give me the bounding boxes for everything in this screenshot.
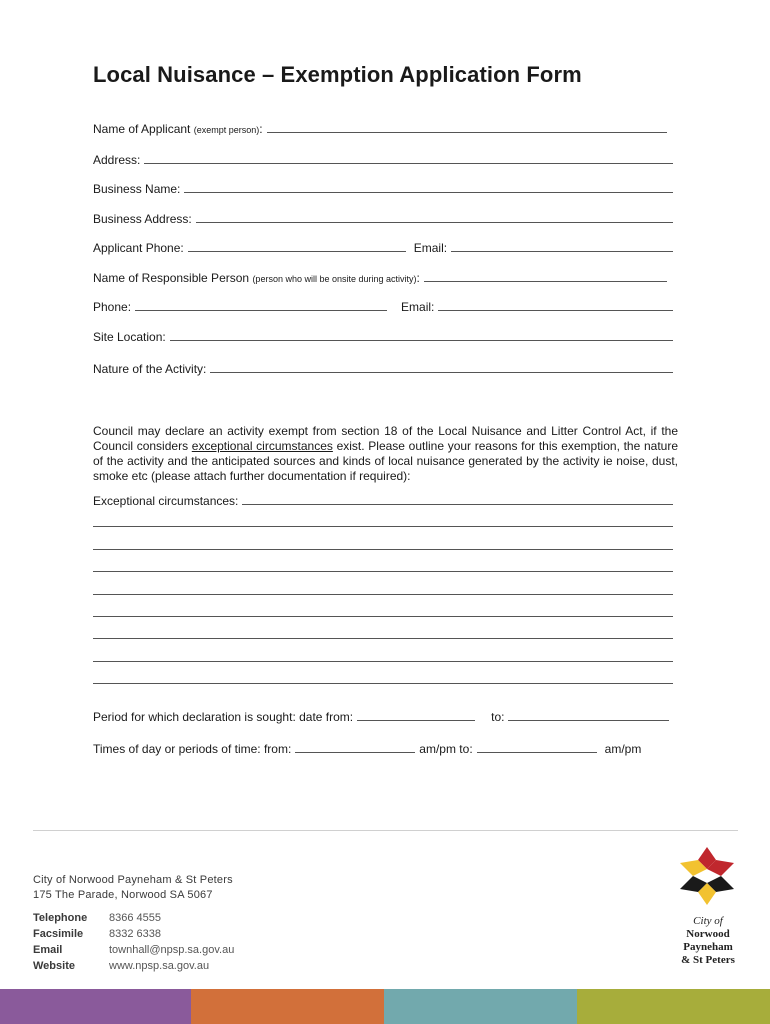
exceptional-line[interactable] — [93, 616, 673, 617]
business-address-field[interactable] — [93, 208, 673, 226]
contact-key: Email — [33, 944, 63, 956]
stripe-teal — [384, 989, 577, 1024]
exceptional-line[interactable] — [93, 661, 673, 662]
contact-key: Telephone — [33, 912, 88, 924]
stripe-orange — [191, 989, 384, 1024]
nature-line[interactable] — [210, 372, 673, 373]
period-to-label: to: — [491, 710, 505, 724]
exceptional-label: Exceptional circumstances: — [93, 494, 239, 508]
responsible-person-field[interactable] — [93, 267, 673, 285]
footer-organisation — [33, 874, 233, 901]
instructions-part2: exist. Please outline your reasons for this exemption, the nature of the activity and the anticipated sources and kinds of local nuisance generated by the activity ie noise, dust, smoke etc (please attach further documentation if required): — [93, 439, 679, 483]
council-star-logo-icon — [676, 845, 738, 907]
contact-facsimile — [33, 926, 234, 942]
exceptional-line[interactable] — [93, 526, 673, 527]
period-label: Period for which declaration is sought: date from: — [93, 710, 354, 724]
exceptional-line[interactable] — [93, 571, 673, 572]
phone-label: Phone: — [93, 300, 132, 314]
applicant-email-line[interactable] — [451, 251, 673, 252]
address-field[interactable] — [93, 149, 673, 167]
times-ampm-to-label: am/pm to: — [419, 742, 473, 756]
stripe-purple — [0, 989, 191, 1024]
stripe-olive — [577, 989, 770, 1024]
instructions-part1: Council may declare an activity exempt from section 18 of the Local Nuisance and Litter Control Act, if the Council considers — [93, 424, 678, 453]
period-row — [93, 706, 673, 724]
exceptional-line[interactable] — [93, 594, 673, 595]
form-title: Local Nuisance – Exemption Application Form — [93, 62, 582, 87]
address-label: Address: — [93, 153, 141, 167]
contact-email-link[interactable]: townhall@npsp.sa.gov.au — [109, 944, 235, 956]
contact-website — [33, 958, 234, 974]
footer-colour-band — [0, 989, 770, 1024]
contact-key: Facsimile — [33, 928, 84, 940]
contact-value: 8366 4555 — [109, 912, 161, 924]
contact-key: Website — [33, 960, 75, 972]
nature-label: Nature of the Activity: — [93, 362, 207, 376]
period-date-to-line[interactable] — [508, 720, 669, 721]
responsible-person-line[interactable] — [424, 281, 667, 282]
logo-line: Payneham — [683, 941, 733, 953]
exceptional-line[interactable] — [93, 638, 673, 639]
instructions-underlined: exceptional circumstances — [191, 439, 333, 453]
contact-telephone — [33, 910, 234, 926]
times-to-line[interactable] — [477, 752, 597, 753]
org-address: 175 The Parade, Norwood SA 5067 — [33, 889, 213, 901]
business-name-field[interactable] — [93, 178, 673, 196]
responsible-note: (person who will be onsite during activity) — [252, 274, 417, 284]
address-line[interactable] — [144, 163, 673, 164]
times-label: Times of day or periods of time: from: — [93, 742, 292, 756]
site-location-line[interactable] — [170, 340, 673, 341]
exceptional-line[interactable] — [93, 549, 673, 550]
nature-of-activity-field[interactable] — [93, 358, 673, 376]
business-name-line[interactable] — [184, 192, 673, 193]
exceptional-circumstances-field[interactable] — [93, 490, 673, 508]
business-address-label: Business Address: — [93, 212, 192, 226]
exemption-instructions — [93, 424, 678, 484]
applicant-name-field[interactable] — [93, 118, 673, 136]
applicant-name-line[interactable] — [267, 132, 667, 133]
responsible-email-label: Email: — [401, 300, 435, 314]
logo-wordmark — [668, 915, 748, 967]
business-name-label: Business Name: — [93, 182, 181, 196]
applicant-colon: : — [259, 122, 263, 136]
site-location-field[interactable] — [93, 326, 673, 344]
times-from-line[interactable] — [295, 752, 415, 753]
contact-value: 8332 6338 — [109, 928, 161, 940]
times-ampm-label: am/pm — [604, 742, 642, 756]
period-date-from-line[interactable] — [357, 720, 475, 721]
responsible-label: Name of Responsible Person — [93, 271, 250, 285]
logo-line: City of — [693, 915, 723, 927]
applicant-email-label: Email: — [413, 241, 448, 255]
responsible-colon: : — [416, 271, 420, 285]
applicant-phone-row — [93, 237, 673, 255]
phone-line[interactable] — [135, 310, 387, 311]
business-address-line[interactable] — [196, 222, 673, 223]
contact-email — [33, 942, 234, 958]
site-location-label: Site Location: — [93, 330, 166, 344]
contact-details — [33, 910, 234, 974]
logo-line: & St Peters — [681, 954, 735, 966]
applicant-phone-label: Applicant Phone: — [93, 241, 184, 255]
exceptional-line[interactable] — [93, 683, 673, 684]
responsible-email-line[interactable] — [438, 310, 673, 311]
applicant-phone-line[interactable] — [188, 251, 406, 252]
logo-line: Norwood — [686, 928, 730, 940]
applicant-label: Name of Applicant — [93, 122, 191, 136]
applicant-note: (exempt person) — [193, 125, 260, 135]
exceptional-line-first[interactable] — [242, 504, 673, 505]
org-name: City of Norwood Payneham & St Peters — [33, 874, 233, 886]
responsible-phone-row — [93, 296, 673, 314]
times-row — [93, 738, 673, 756]
footer-divider — [33, 830, 738, 831]
contact-website-link[interactable]: www.npsp.sa.gov.au — [109, 960, 210, 972]
